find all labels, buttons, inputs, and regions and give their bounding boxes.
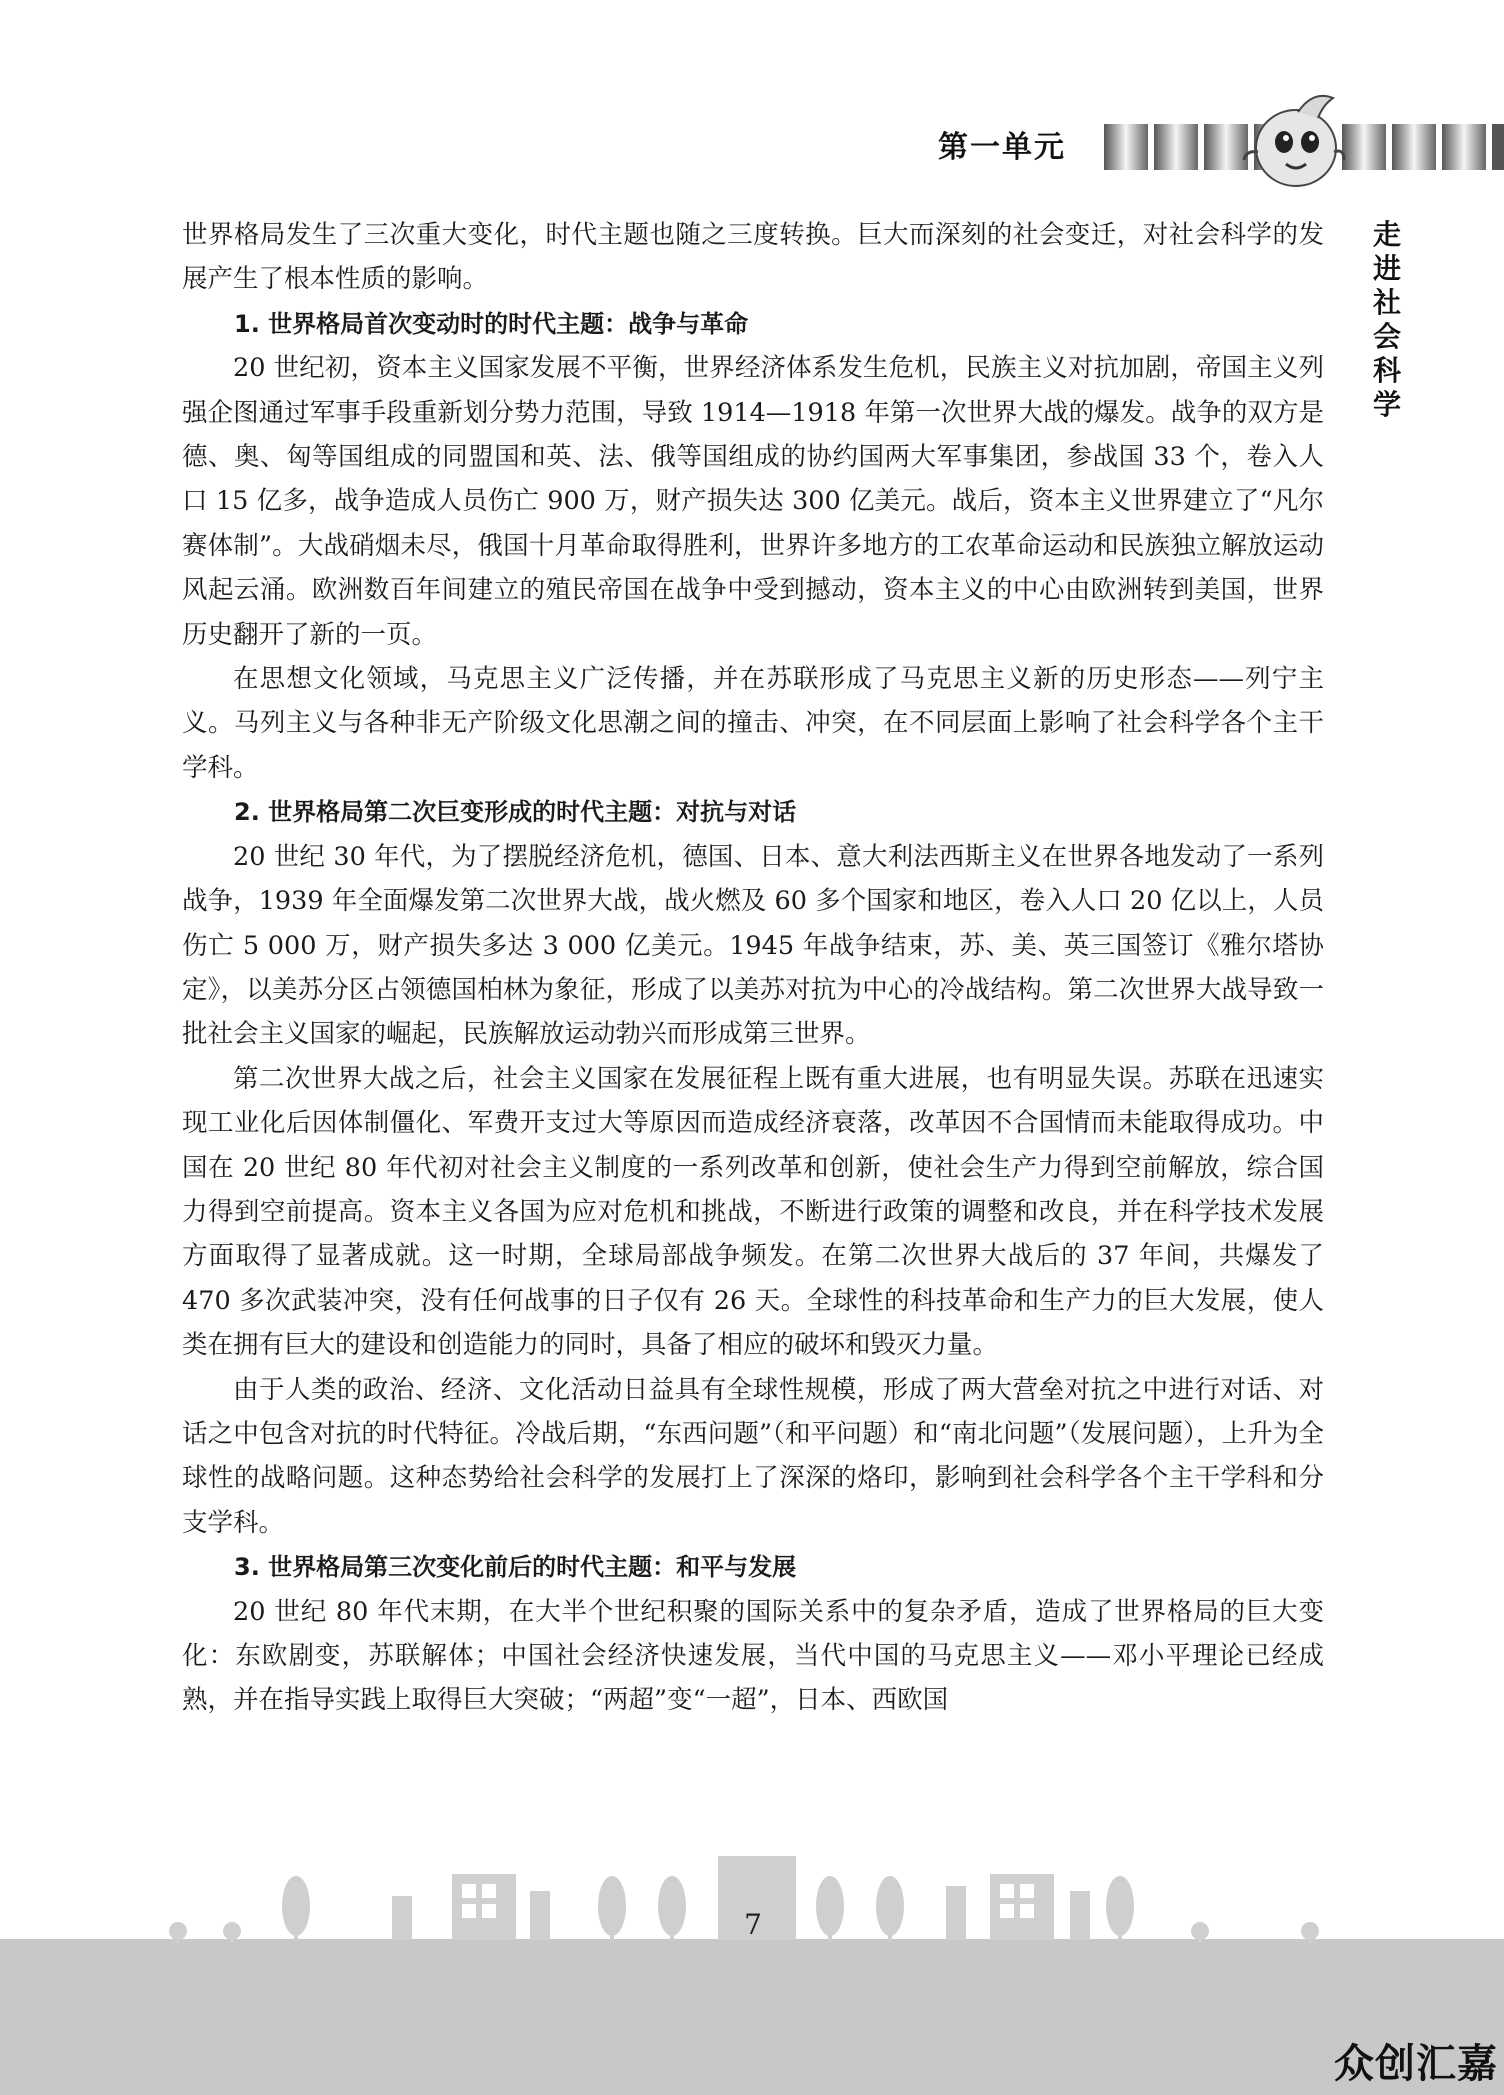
watermark-logo: 众创汇嘉 [1334, 2041, 1498, 2087]
side-title-char: 会 [1372, 320, 1401, 353]
side-title-char: 学 [1372, 388, 1401, 421]
side-title-char: 走 [1372, 218, 1401, 251]
section-heading: 2. 世界格局第二次巨变形成的时代主题：对抗与对话 [234, 798, 797, 827]
paragraph: 第二次世界大战之后，社会主义国家在发展征程上既有重大进展，也有明显失误。苏联在迅速实现工业化后因体制僵化、军费开支过大等原因而造成经济衰落，改革因不合国情而未能取得成功。中国在 20 世纪 80 年代初对社会主义制度的一系列改革和创新，使社会生产力得到空前解放，综合国力得到空前提高。资本主义各国为应对危机和挑战，不断进行政策的调整和改良，并在科学技术发展方面取得了显著成就。这一时期，全球局部战争频发。在第二次世界大战后的 37 年间，共爆发了 470 多次武装冲突，没有任何战事的日子仅有 26 天。全球性的科技革命和生产力的巨大发展，使人类在拥有巨大的建设和创造能力的同时，具备了相应的破坏和毁灭力量。 [182, 1063, 1324, 1361]
section-heading: 3. 世界格局第三次变化前后的时代主题：和平与发展 [234, 1553, 797, 1582]
side-title-char: 社 [1372, 286, 1401, 319]
paragraph: 世界格局发生了三次重大变化，时代主题也随之三度转换。巨大而深刻的社会变迁，对社会科学的发展产生了根本性质的影响。 [182, 220, 1324, 295]
page-number: 7 [744, 1908, 762, 1941]
body-text [182, 213, 1324, 1723]
mascot-icon [1238, 90, 1348, 190]
paragraph: 由于人类的政治、经济、文化活动日益具有全球性规模，形成了两大营垒对抗之中进行对话、对话之中包含对抗的时代特征。冷战后期，“东西问题”（和平问题）和“南北问题”（发展问题），上升为全球性的战略问题。这种态势给社会科学的发展打上了深深的烙印，影响到社会科学各个主干学科和分支学科。 [182, 1374, 1324, 1538]
section-heading: 1. 世界格局首次变动时的时代主题：战争与革命 [234, 309, 749, 338]
paragraph: 20 世纪 30 年代，为了摆脱经济危机，德国、日本、意大利法西斯主义在世界各地发动了一系列战争，1939 年全面爆发第二次世界大战，战火燃及 60 多个国家和地区，卷入人口 20 亿以上，人员伤亡 5 000 万，财产损失多达 3 000 亿美元。1945 年战争结束，苏、美、英三国签订《雅尔塔协定》，以美苏分区占领德国柏林为象征，形成了以美苏对抗为中心的冷战结构。第二次世界大战导致一批社会主义国家的崛起，民族解放运动勃兴而形成第三世界。 [182, 841, 1324, 1050]
side-title [1362, 218, 1412, 422]
footer-cityscape [0, 1856, 1504, 2095]
paragraph: 在思想文化领域，马克思主义广泛传播，并在苏联形成了马克思主义新的历史形态——列宁主义。马列主义与各种非无产阶级文化思潮之间的撞击、冲突，在不同层面上影响了社会科学各个主干学科。 [182, 664, 1324, 783]
side-title-char: 进 [1372, 252, 1401, 285]
unit-title: 第一单元 [938, 130, 1066, 165]
side-title-char: 科 [1372, 354, 1401, 387]
paragraph: 20 世纪初，资本主义国家发展不平衡，世界经济体系发生危机，民族主义对抗加剧，帝国主义列强企图通过军事手段重新划分势力范围，导致 1914—1918 年第一次世界大战的爆发。战争的双方是德、奥、匈等国组成的同盟国和英、法、俄等国组成的协约国两大军事集团，参战国 33 个，卷入人口 15 亿多，战争造成人员伤亡 900 万，财产损失达 300 亿美元。战后，资本主义世界建立了“凡尔赛体制”。大战硝烟未尽，俄国十月革命取得胜利，世界许多地方的工农革命运动和民族独立解放运动风起云涌。欧洲数百年间建立的殖民帝国在战争中受到撼动，资本主义的中心由欧洲转到美国，世界历史翻开了新的一页。 [182, 353, 1324, 650]
paragraph: 20 世纪 80 年代末期，在大半个世纪积聚的国际关系中的复杂矛盾，造成了世界格局的巨大变化：东欧剧变，苏联解体；中国社会经济快速发展，当代中国的马克思主义——邓小平理论已经成熟，并在指导实践上取得巨大突破；“两超”变“一超”，日本、西欧国 [182, 1596, 1324, 1716]
